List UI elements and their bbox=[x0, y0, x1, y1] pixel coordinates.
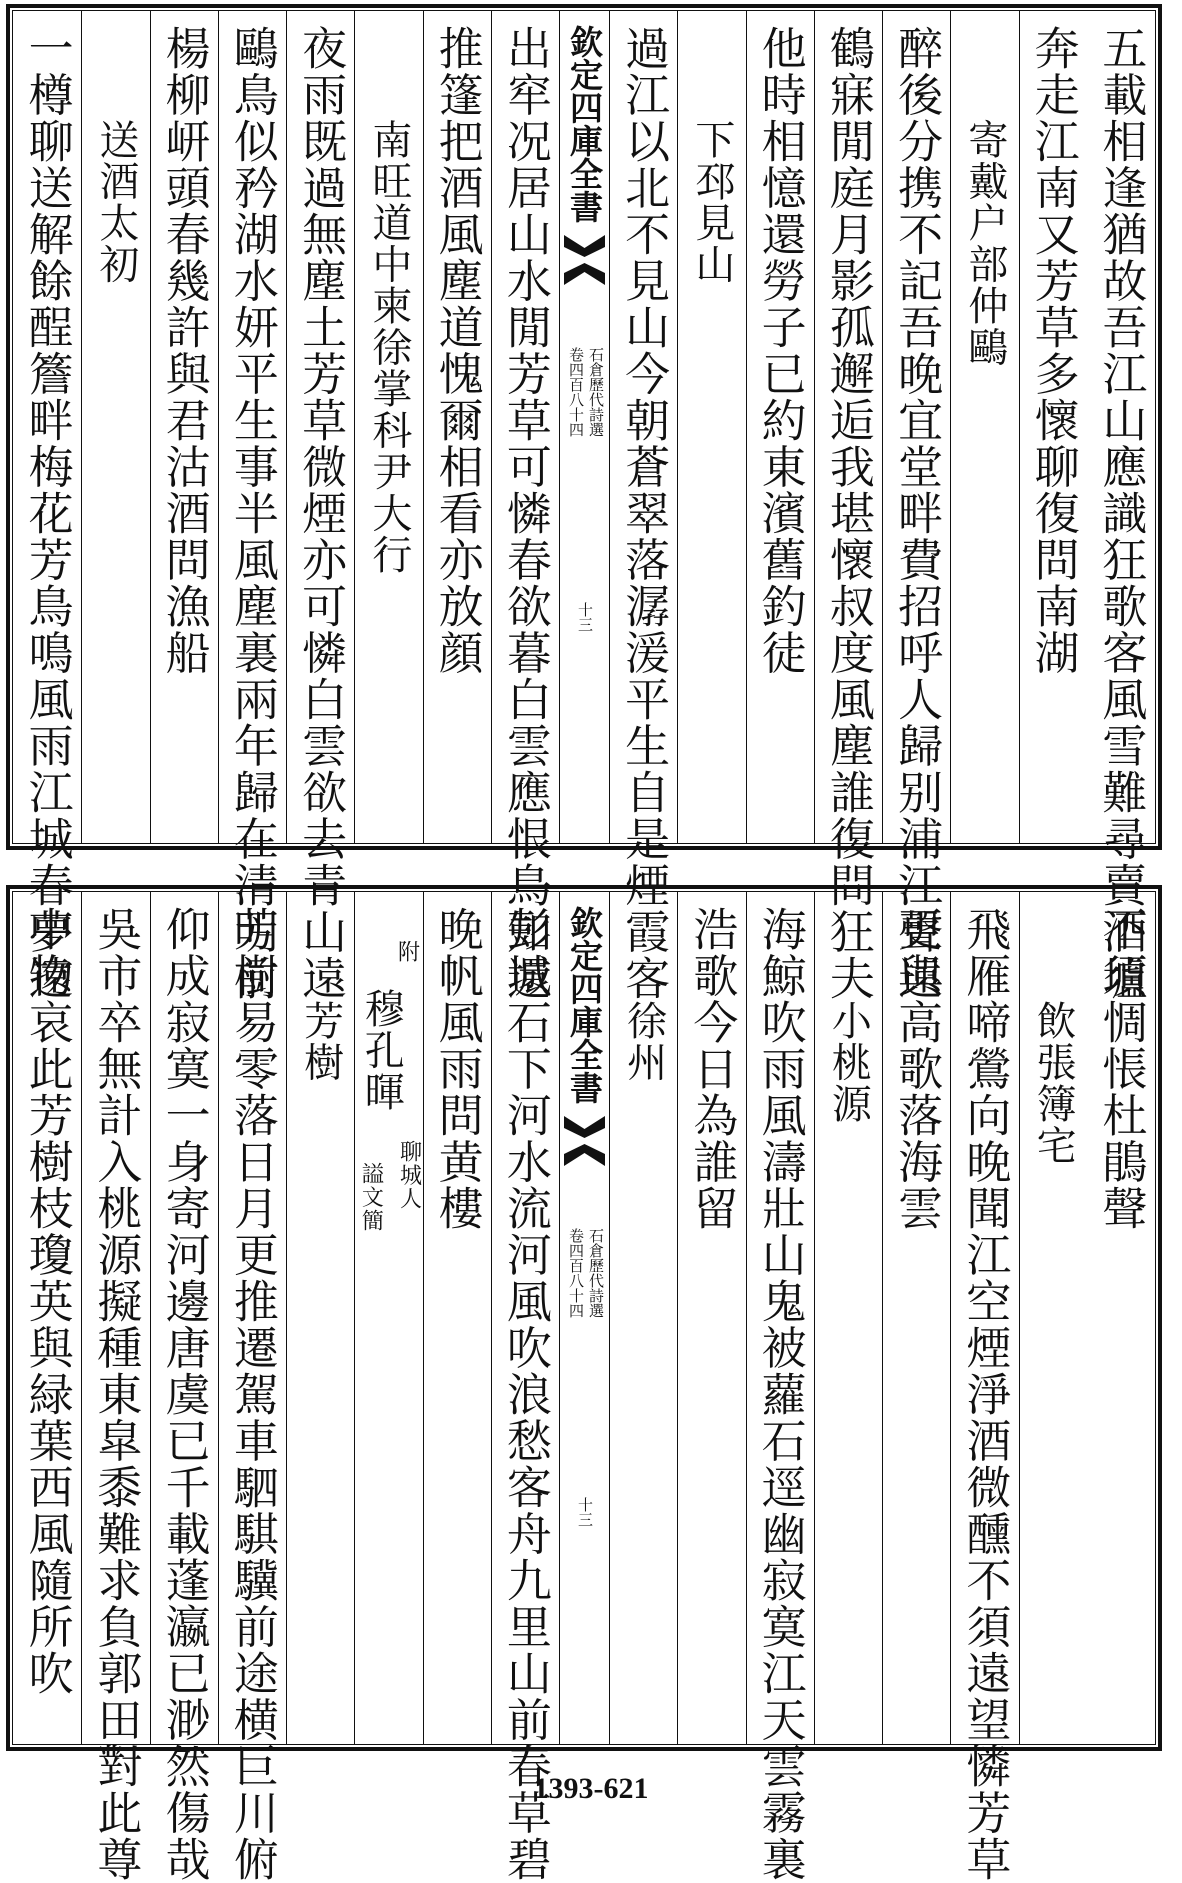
verse-column bbox=[218, 892, 286, 1883]
appendix-mark: 附 bbox=[394, 940, 420, 964]
banner-column bbox=[559, 892, 609, 1744]
poem-title: 送酒太初 bbox=[92, 119, 139, 285]
verse-line: 出窂况居山水閒芳草可憐春欲暮白雲應恨鳥知還 bbox=[498, 25, 552, 1002]
poem-title-column bbox=[286, 892, 354, 1744]
verse-line: 浩歌今日為誰留 bbox=[685, 906, 739, 1232]
banner-juan: 卷四百八十四 bbox=[567, 1228, 585, 1318]
poem-title: 小桃源 bbox=[825, 1000, 872, 1125]
verse-column bbox=[491, 892, 559, 1883]
verse-line: 中物哀此芳樹枝瓊英與緑葉西風隨所吹 bbox=[20, 906, 74, 1697]
poem-title: 芳樹 bbox=[297, 1000, 344, 1083]
fish-tail-mark-lower bbox=[564, 1144, 605, 1166]
verse-line: 醉後分携不記吾晚宜堂畔費招呼人歸别浦江聲遠 bbox=[890, 25, 944, 1002]
banner-page-number: 十三 bbox=[576, 601, 594, 632]
poem-title: 寄戴户部仲鷗 bbox=[961, 119, 1008, 368]
verse-line: 彭城石下河水流河風吹浪愁客舟九里山前春草碧 bbox=[498, 906, 552, 1883]
verse-column bbox=[150, 892, 218, 1883]
banner-title: 欽定四庫全書 bbox=[565, 25, 604, 223]
verse-line: 五載相逢猶故吾江山應識狂歌客風雪難尋賣酒壚 bbox=[1094, 25, 1148, 1002]
verse-line: 他時相憶還勞子已約東濱舊釣徒 bbox=[753, 25, 807, 676]
banner-source: 石倉歷代詩選 bbox=[587, 347, 605, 437]
author-name: 穆孔暉 bbox=[358, 988, 405, 1113]
poem-title: 南旺道中柬徐掌科尹大行 bbox=[365, 119, 412, 576]
verse-column bbox=[746, 892, 814, 1883]
poem-title: 徐州 bbox=[620, 1000, 667, 1083]
author-note-posthumous: 謚文簡 bbox=[358, 1162, 384, 1233]
verse-column bbox=[13, 892, 81, 1744]
banner-page-number: 十三 bbox=[576, 1496, 594, 1527]
verse-column bbox=[950, 892, 1018, 1883]
author-note-origin: 聊城人 bbox=[396, 1140, 422, 1211]
verse-line: 更與高歌落海雲 bbox=[890, 906, 944, 1232]
banner-title: 欽定四庫全書 bbox=[565, 906, 604, 1104]
verse-column bbox=[423, 892, 491, 1744]
poem-title-column bbox=[1019, 892, 1087, 1744]
banner-juan: 卷四百八十四 bbox=[567, 347, 585, 437]
verse-line: 鶴寐閒庭月影孤邂逅我堪懷叔度風塵誰復問狂夫 bbox=[821, 25, 875, 1002]
verse-column bbox=[677, 892, 745, 1744]
verse-line: 晚帆風雨問黄樓 bbox=[430, 906, 484, 1232]
verse-line: 芳樹易零落日月更推遷駕車駟騏驥前途横巨川俯 bbox=[225, 906, 279, 1883]
verse-line: 推篷把酒風塵道愧爾相看亦放顔 bbox=[430, 25, 484, 676]
verse-line: 夜雨既過無塵土芳草微煙亦可憐白雲欲去青山遠 bbox=[294, 25, 348, 1002]
verse-line: 奔走江南又芳草多懷聊復問南湖 bbox=[1026, 25, 1080, 676]
verse-line: 過江以北不見山今朝蒼翠落潺湲平生自是煙霞客 bbox=[617, 25, 671, 1002]
poem-title-column bbox=[609, 892, 677, 1744]
verse-line: 鷗鳥似矜湖水妍平生事半風塵裏兩年歸在清明前 bbox=[225, 25, 279, 1002]
verse-line: 楊柳岍頭春幾許與君沽酒問漁船 bbox=[157, 25, 211, 676]
verse-line: 仰成寂寞一身寄河邊唐虞已千載蓬瀛已渺然傷哉 bbox=[157, 906, 211, 1883]
verse-line: 吳市卒無計入桃源擬種東皐黍難求負郭田對此尊 bbox=[89, 906, 143, 1883]
author-column bbox=[354, 892, 422, 1744]
poem-title-column bbox=[814, 892, 882, 1744]
fish-tail-mark-upper bbox=[564, 1116, 605, 1138]
page-number: 1393-621 bbox=[533, 1772, 649, 1805]
verse-line: 飛雁啼鶯向晚聞江空煙淨酒微醺不須遠望憐芳草 bbox=[958, 906, 1012, 1883]
verse-column bbox=[1087, 892, 1155, 1744]
verse-column bbox=[882, 892, 950, 1744]
verse-line: 不須惆悵杜鵑聲 bbox=[1094, 906, 1148, 1232]
verse-line: 一樽聊送解餘酲簷畔梅花芳鳥鳴風雨江城春夢遠 bbox=[20, 25, 74, 1002]
poem-title: 飲張簿宅 bbox=[1030, 1000, 1077, 1166]
banner-source: 石倉歷代詩選 bbox=[587, 1228, 605, 1318]
poem-title: 下邳見山 bbox=[688, 119, 735, 285]
verse-column bbox=[81, 892, 149, 1883]
verse-line: 海鯨吹雨風濤壯山鬼被蘿石逕幽寂寞江天雲霧裏 bbox=[753, 906, 807, 1883]
